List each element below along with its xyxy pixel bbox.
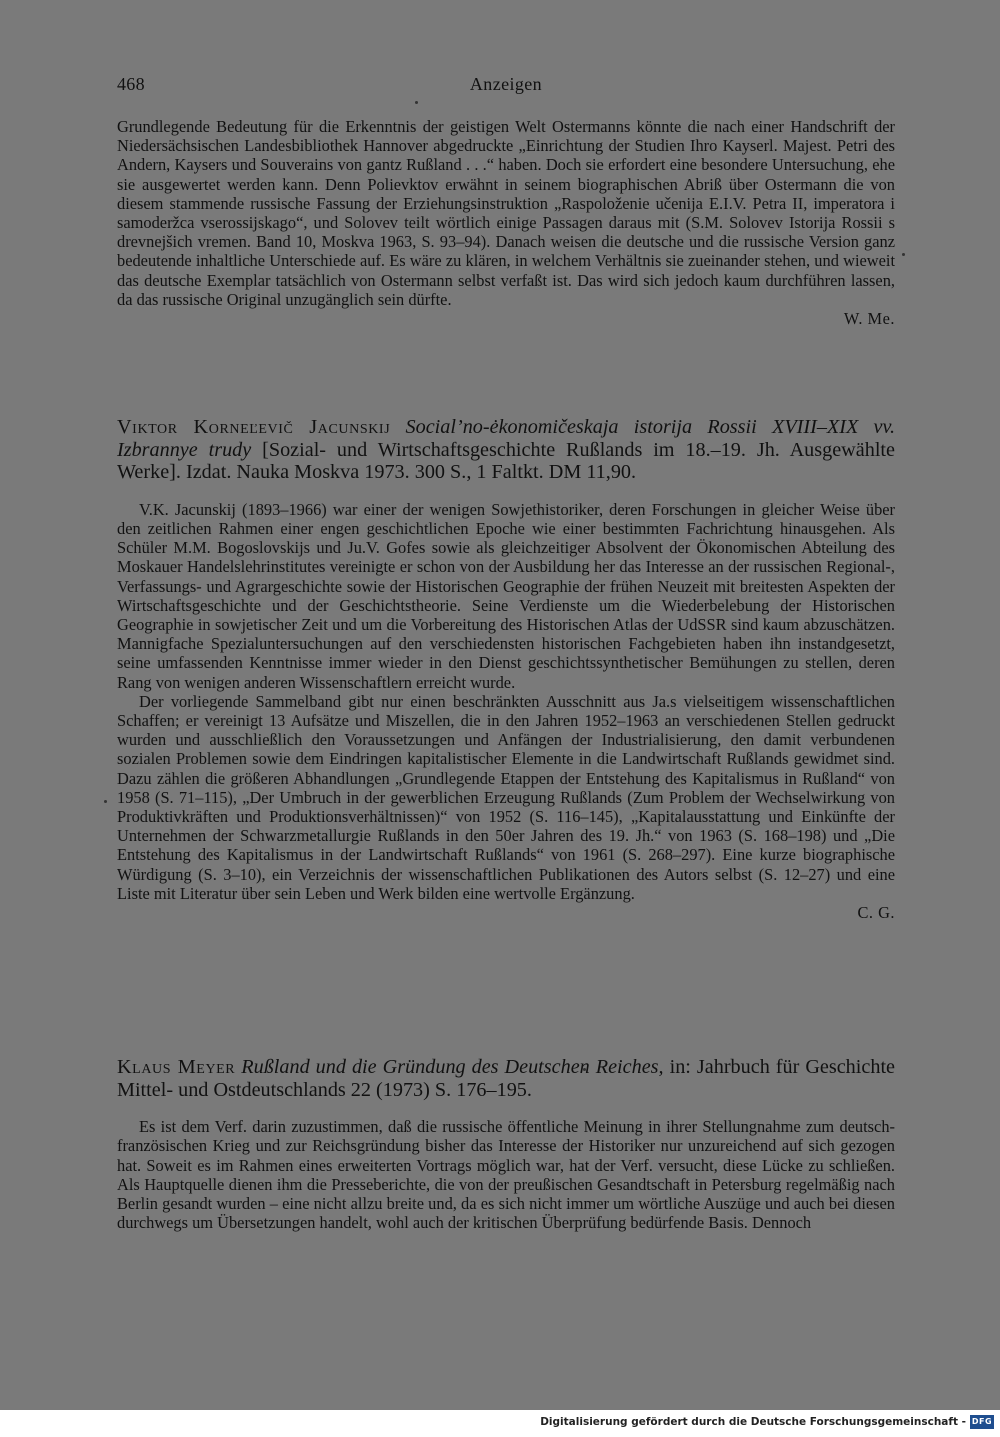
review-meyer [117, 1056, 895, 1232]
body-paragraph: Grundlegende Bedeutung für die Erkenntnis der geistigen Welt Ostermanns könnte die nach einer Handschrift der Niedersächsischen Landesbibliothek Hannover abgedruckte „Einrichtung der Studien Ihro Kayserl. Majest. Petri des Andern, Kaysers und Souverains von gantz Rußland . . .“ haben. Doch sie erfordert eine besondere Untersuchung, ehe sie ausgewertet werden kann. Denn Polievktov erwähnt in seinem biographischen Abriß über Ostermann die von diesem stammende russische Fassung der Erziehungsinstruktion „Raspoloženie učenija E.I.V. Petra II, imperatora i samoderžca vserossijskago“, und Solovev teilt wörtlich einige Passagen daraus mit (S.M. Solovev Istorija Rossii s drevnejšich vremen. Band 10, Moskva 1963, S. 93–94). Danach weisen die deutsche und die russische Version ganz bedeutende inhaltliche Unterschiede auf. Es wäre zu klären, in welchem Verhältnis sie zueinander stehen, und wieweit das deutsche Exemplar tatsächlich von Ostermann selbst verfaßt ist. Das wird sich jedoch kaum durchführen lassen, da das russische Original unzugänglich sein dürfte. [117, 117, 895, 309]
review-title: Rußland und die Gründung des Deutschen Reiches, [241, 1056, 664, 1078]
body-paragraph: Es ist dem Verf. darin zuzustimmen, daß die russische öffentliche Meinung in ihrer Stellungnahme zum deutsch-französischen Krieg und zur Reichsgründung bisher das Interesse der Historiker nur unzureichend auf sich gezogen hat. Soweit es im Rahmen eines erweiterten Vortrags möglich war, hat der Verf. versucht, diese Lücke zu schließen. Als Hauptquelle dienen ihm die Presseberichte, die von der preußischen Gesandtschaft in Petersburg regelmäßig nach Berlin gesandt wurden – eine nicht allzu breite und, da es sich nicht immer um wörtliche Auszüge und auch bei diesen durchwegs um Übersetzungen handelt, wohl auch der kritischen Überprüfung bedürfende Basis. Dennoch [117, 1117, 895, 1233]
footer-bar [0, 1410, 1000, 1437]
page-number: 468 [117, 74, 145, 94]
review-author: Viktor Korneľevič Jacunskij [117, 416, 391, 438]
running-head: Anzeigen [469, 74, 543, 94]
review-details: [Sozial- und Wirtschaftsgeschichte Rußlands im 18.–19. Jh. Ausgewählte Werke]. Izdat. Nauka Moskva 1973. 300 S., 1 Faltkt. DM 11,90. [117, 438, 895, 484]
stray-mark [415, 101, 418, 104]
review-title: Social’no-ėkonomičeskaja istorija Rossii XVIII–XIX vv. Izbrannye trudy [117, 416, 896, 461]
stray-mark [104, 800, 107, 803]
body-paragraph: V.K. Jacunskij (1893–1966) war einer der wenigen Sowjethistoriker, deren Forschungen in gleicher Weise über den zeitlichen Rahmen einer engen geschichtlichen Epoche wie einer bestimmten Fachrichtung hinausgehen. Als Schüler M.M. Bogoslovskijs und Ju.V. Gofes sowie als gleichzeitiger Absolvent der Ökonomischen Abteilung des Moskauer Handelslehrinstitutes vereinigte er schon von der Ausbildung her das Interesse an der russischen Regional-, Verfassungs- und Agrargeschichte sowie der Historischen Geographie der frühen Neuzeit mit breitesten Aspekten der Wirtschaftsgeschichte und der Geschichtstheorie. Seine Verdienste um die Wiederbelebung der Historischen Geographie in sowjetischer Zeit und um die Vorbereitung des Historischen Atlas der UdSSR sind kaum abzuschätzen. Mannigfache Spezialuntersuchungen auf den verschiedensten historischen Fachgebieten haben ihn instandgesetzt, seine umfassenden Kenntnisse immer wieder in den Dienst geschichtssynthetischer Bemühungen zu stellen, deren Rang von wenigen anderen Wissenschaftlern erreicht wurde. [117, 499, 895, 692]
reviewer-signature: W. Me. [843, 309, 895, 329]
stray-mark [902, 253, 905, 256]
dfg-logo-icon: DFG [970, 1415, 994, 1429]
review-heading [117, 416, 895, 484]
funding-notice: Digitalisierung gefördert durch die Deutsche Forschungsgemeinschaft - [540, 1416, 966, 1428]
body-paragraph: Der vorliegende Sammelband gibt nur einen beschränkten Ausschnitt aus Ja.s vielseitigem wissenschaftlichen Schaffen; er vereinigt 13 Aufsätze und Miszellen, die in den Jahren 1952–1963 an verschiedenen Stellen gedruckt wurden und ausschließlich den Voraussetzungen und Anfängen der Industrialisierung, den damit verbundenen sozialen Problemen sowie dem Eindringen kapitalistischer Elemente in die Landwirtschaft Rußlands gewidmet sind. Dazu zählen die größeren Abhandlungen „Grundlegende Etappen der Entstehung des Kapitalismus in Rußland“ von 1958 (S. 71–115), „Der Umbruch in der gewerblichen Erzeugung Rußlands (Zum Problem der Wechselwirkung von Produktivkräften und Produktionsverhältnissen)“ von 1952 (S. 116–145), „Kapitalausstattung und Einkünfte der Unternehmen der Schwarzmetallurgie Rußlands in den 50er Jahren des 19. Jh.“ von 1963 (S. 168–198) und „Die Entstehung des Kapitalismus in der Landwirtschaft Rußlands“ von 1961 (S. 268–297). Eine kurze biographische Würdigung (S. 3–10), ein Verzeichnis der wissenschaftlichen Publikationen des Autors selbst (S. 12–27) und eine Liste mit Literatur über sein Leben und Werk bilden eine wertvolle Ergänzung. [117, 691, 895, 903]
page-header [117, 74, 895, 100]
reviewer-signature: C. G. [857, 903, 895, 923]
review-heading [117, 1056, 895, 1101]
review-continuation [117, 117, 895, 328]
review-author: Klaus Meyer [117, 1056, 236, 1078]
review-jacunskij [117, 416, 895, 922]
review-details: in: Jahrbuch für Geschichte Mittel- und Ostdeutschlands 22 (1973) S. 176–195. [117, 1056, 896, 1101]
